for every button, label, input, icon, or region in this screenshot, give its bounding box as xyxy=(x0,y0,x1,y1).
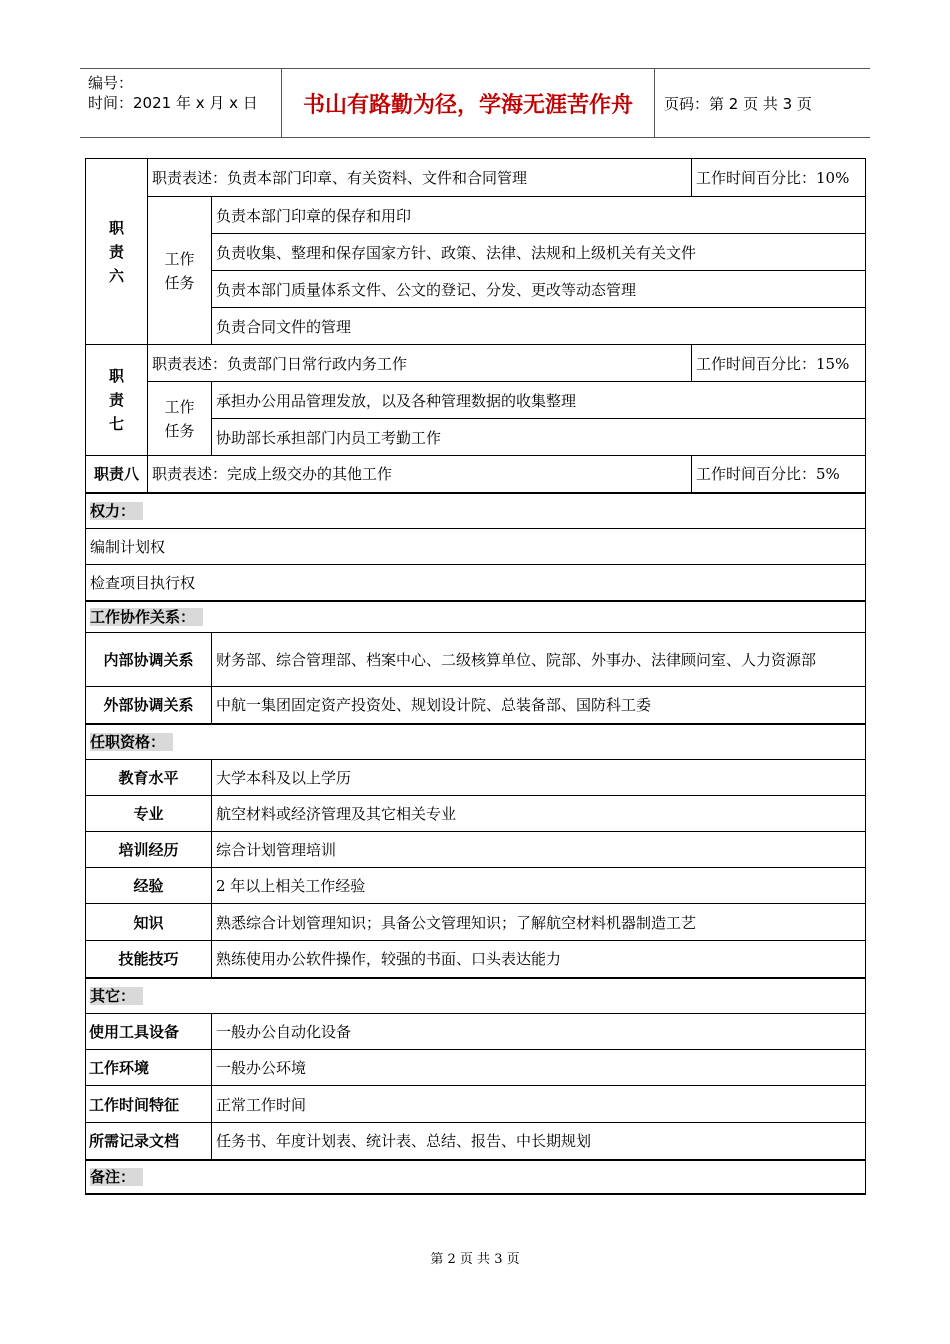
other-value-2: 一般办公环境 xyxy=(212,1050,866,1086)
duty8-desc: 职责表述：完成上级交办的其他工作 xyxy=(148,456,692,493)
external-coord-value: 中航一集团固定资产投资处、规划设计院、总装备部、国防科工委 xyxy=(212,687,866,724)
duty6-task-1: 负责本部门印章的保存和用印 xyxy=(212,197,866,234)
cooperation-title: 工作协作关系： xyxy=(86,601,866,633)
header-meta xyxy=(80,69,282,137)
qual-label-2: 专业 xyxy=(86,796,212,832)
qual-value-3: 综合计划管理培训 xyxy=(212,832,866,868)
remarks-title: 备注： xyxy=(86,1160,866,1194)
other-label-2: 工作环境 xyxy=(86,1050,212,1086)
header-motto: 书山有路勤为径，学海无涯苦作舟 xyxy=(282,69,655,137)
external-coord-label: 外部协调关系 xyxy=(86,687,212,724)
qual-label-1: 教育水平 xyxy=(86,760,212,796)
code-label: 编号： xyxy=(88,74,134,92)
duty6-task-label: 工作 任务 xyxy=(148,197,212,345)
other-value-3: 正常工作时间 xyxy=(212,1086,866,1123)
qual-label-5: 知识 xyxy=(86,904,212,941)
qual-label-4: 经验 xyxy=(86,868,212,904)
duty7-task-1: 承担办公用品管理发放，以及各种管理数据的收集整理 xyxy=(212,382,866,419)
other-value-4: 任务书、年度计划表、统计表、总结、报告、中长期规划 xyxy=(212,1123,866,1160)
internal-coord-value: 财务部、综合管理部、档案中心、二级核算单位、院部、外事办、法律顾问室、人力资源部 xyxy=(212,633,866,687)
qualification-title: 任职资格： xyxy=(86,724,866,760)
page-header xyxy=(80,68,870,138)
duty7-pct: 工作时间百分比：15% xyxy=(692,345,866,382)
duty6-pct: 工作时间百分比：10% xyxy=(692,159,866,197)
duty7-task-2: 协助部长承担部门内员工考勤工作 xyxy=(212,419,866,456)
qual-label-3: 培训经历 xyxy=(86,832,212,868)
power-title: 权力： xyxy=(86,493,866,529)
other-label-1: 使用工具设备 xyxy=(86,1014,212,1050)
power-item-2: 检查项目执行权 xyxy=(86,565,866,601)
duty6-desc: 职责表述：负责本部门印章、有关资料、文件和合同管理 xyxy=(148,159,692,197)
header-page-info: 页码：第 2 页 共 3 页 xyxy=(664,94,812,113)
qual-value-6: 熟练使用办公软件操作，较强的书面、口头表达能力 xyxy=(212,941,866,978)
qual-value-4: 2 年以上相关工作经验 xyxy=(212,868,866,904)
duty8-label: 职责八 xyxy=(86,456,148,493)
page-footer: 第 2 页 共 3 页 xyxy=(430,1252,520,1267)
duty6-label: 职 责 六 xyxy=(86,159,148,345)
qual-value-5: 熟悉综合计划管理知识；具备公文管理知识；了解航空材料机器制造工艺 xyxy=(212,904,866,941)
duty7-label: 职 责 七 xyxy=(86,345,148,456)
qual-value-1: 大学本科及以上学历 xyxy=(212,760,866,796)
power-item-1: 编制计划权 xyxy=(86,529,866,565)
duty6-task-3: 负责本部门质量体系文件、公文的登记、分发、更改等动态管理 xyxy=(212,271,866,308)
other-label-4: 所需记录文档 xyxy=(86,1123,212,1160)
other-label-3: 工作时间特征 xyxy=(86,1086,212,1123)
duty6-task-4: 负责合同文件的管理 xyxy=(212,308,866,345)
qual-value-2: 航空材料或经济管理及其它相关专业 xyxy=(212,796,866,832)
duty7-task-label: 工作 任务 xyxy=(148,382,212,456)
internal-coord-label: 内部协调关系 xyxy=(86,633,212,687)
other-title: 其它： xyxy=(86,978,866,1014)
other-value-1: 一般办公自动化设备 xyxy=(212,1014,866,1050)
date-label: 时间：2021 年 x 月 x 日 xyxy=(88,94,258,112)
duty8-pct: 工作时间百分比：5% xyxy=(692,456,866,493)
qual-label-6: 技能技巧 xyxy=(86,941,212,978)
job-description-table xyxy=(85,158,866,1195)
duty7-desc: 职责表述：负责部门日常行政内务工作 xyxy=(148,345,692,382)
duty6-task-2: 负责收集、整理和保存国家方针、政策、法律、法规和上级机关有关文件 xyxy=(212,234,866,271)
